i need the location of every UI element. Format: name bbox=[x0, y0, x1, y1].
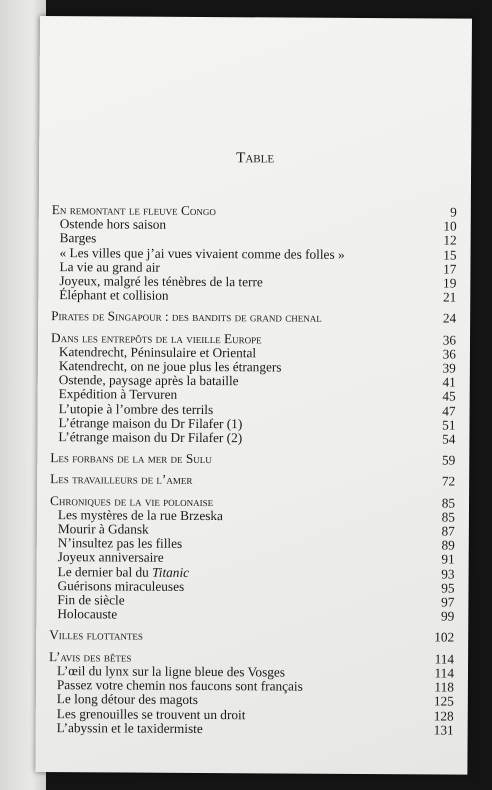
toc-label: L’abyssin et le taxidermiste bbox=[56, 719, 203, 736]
toc-page: 17 bbox=[443, 261, 457, 277]
toc-label: Joyeux anniversaire bbox=[57, 549, 164, 566]
toc-label: Holocauste bbox=[57, 606, 118, 622]
toc-page: 51 bbox=[442, 417, 456, 433]
toc-label: Les forbans de la mer de Sulu bbox=[50, 450, 212, 467]
toc-label: Expédition à Tervuren bbox=[58, 386, 178, 403]
toc-label: L’utopie à l’ombre des terrils bbox=[58, 400, 214, 417]
table-of-contents bbox=[49, 203, 457, 737]
toc-entry bbox=[50, 451, 455, 468]
toc-page: 54 bbox=[442, 431, 456, 447]
toc-page: 95 bbox=[441, 580, 455, 596]
toc-label: Fin de siècle bbox=[57, 592, 125, 608]
toc-page: 131 bbox=[433, 722, 454, 738]
toc-label: Chroniques de la vie polonaise bbox=[49, 492, 214, 509]
toc-label: Ostende hors saison bbox=[59, 216, 167, 232]
toc-label: Les travailleurs de l’amer bbox=[50, 471, 193, 488]
toc-label: L’étrange maison du Dr Filafer (2) bbox=[58, 429, 243, 446]
toc-page: 36 bbox=[442, 332, 457, 348]
toc-label: Barges bbox=[59, 230, 97, 246]
toc-page: 72 bbox=[441, 473, 456, 489]
toc-label-italic: Titanic bbox=[152, 564, 190, 580]
toc-page: 15 bbox=[443, 247, 457, 263]
toc-page: 36 bbox=[442, 346, 456, 362]
toc-label: Les mystères de la rue Brzeska bbox=[57, 506, 224, 523]
toc-label: Les grenouilles se trouvent un droit bbox=[56, 705, 246, 722]
toc-entry bbox=[51, 309, 456, 326]
toc-label: L’avis des bêtes bbox=[49, 648, 132, 665]
toc-page: 114 bbox=[434, 651, 455, 667]
toc-label: Villes flottantes bbox=[49, 627, 143, 644]
toc-label: L’étrange maison du Dr Filafer (1) bbox=[58, 414, 243, 432]
toc-page: 9 bbox=[450, 204, 457, 220]
toc-page: 91 bbox=[441, 551, 455, 568]
toc-page: 85 bbox=[441, 509, 455, 525]
toc-page: 102 bbox=[434, 629, 455, 646]
toc-label: Joyeux, malgré les ténèbres de la terre bbox=[59, 273, 263, 290]
toc-label: Pirates de Singapour : des bandits de grand chenal bbox=[51, 308, 322, 326]
toc-label: L’œil du lynx sur la ligne bleue des Vosges bbox=[56, 663, 286, 680]
toc-entry bbox=[49, 721, 454, 738]
toc-page: 21 bbox=[442, 289, 457, 305]
toc-label: « Les villes que j’ai vues vivaient comme des folles » bbox=[59, 244, 345, 262]
toc-label: Le long détour des magots bbox=[56, 691, 198, 708]
toc-page: 89 bbox=[441, 537, 455, 553]
toc-page: 128 bbox=[433, 707, 454, 724]
toc-page: 19 bbox=[443, 275, 457, 291]
toc-label: N’insultez pas les filles bbox=[57, 535, 183, 552]
toc-entry bbox=[51, 288, 456, 305]
toc-label: Mourir à Gdansk bbox=[57, 521, 149, 537]
toc-page: 93 bbox=[441, 566, 455, 582]
toc-page: 41 bbox=[442, 374, 456, 390]
toc-page: 39 bbox=[442, 360, 456, 376]
toc-page: 125 bbox=[433, 693, 454, 709]
toc-page: 12 bbox=[443, 232, 457, 248]
toc-label: Passez votre chemin nos faucons sont français bbox=[56, 677, 303, 694]
toc-page: 45 bbox=[442, 388, 456, 404]
toc-page: 85 bbox=[441, 495, 456, 511]
toc-label: Éléphant et collision bbox=[59, 287, 169, 304]
toc-label: En remontant le fleuve Congo bbox=[51, 202, 216, 219]
toc-label: Katendrecht, on ne joue plus les étrangers bbox=[58, 358, 282, 375]
toc-entry bbox=[50, 473, 455, 490]
page-title: Table bbox=[236, 150, 275, 167]
toc-entry bbox=[52, 217, 457, 234]
toc-label: Katendrecht, Péninsulaire et Oriental bbox=[58, 343, 257, 361]
toc-entry bbox=[49, 629, 454, 646]
toc-page: 114 bbox=[434, 665, 455, 681]
toc-label: Ostende, paysage après la bataille bbox=[58, 372, 239, 389]
book-page bbox=[35, 16, 472, 775]
toc-page: 24 bbox=[442, 310, 457, 326]
toc-entry bbox=[50, 430, 455, 447]
toc-label: La vie au grand air bbox=[59, 258, 160, 275]
toc-page: 118 bbox=[434, 679, 454, 695]
toc-page: 47 bbox=[442, 403, 456, 419]
toc-page: 59 bbox=[441, 452, 456, 468]
toc-label: Guérisons miraculeuses bbox=[57, 577, 185, 594]
toc-page: 87 bbox=[441, 523, 455, 539]
toc-entry bbox=[49, 607, 454, 624]
toc-page: 97 bbox=[441, 594, 455, 610]
toc-page: 99 bbox=[440, 608, 455, 624]
toc-page: 10 bbox=[443, 218, 457, 234]
toc-label-text: Le dernier bal du bbox=[57, 563, 153, 580]
toc-label: Dans les entrepôts de la vieille Europe bbox=[50, 329, 262, 346]
